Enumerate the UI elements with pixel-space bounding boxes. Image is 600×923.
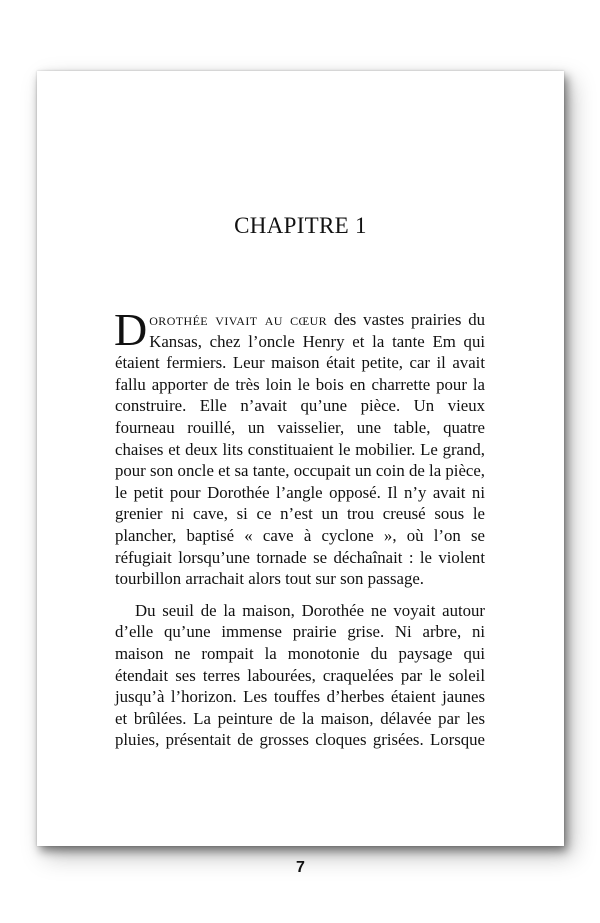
- body-text: [114, 304, 486, 751]
- page-number: 7: [296, 859, 305, 876]
- paragraph-1: [114, 304, 486, 590]
- opening-small-caps: orothée vivait au cœur: [149, 310, 328, 329]
- drop-cap: D: [114, 304, 148, 355]
- paragraph-2: Du seuil de la maison, Dorothée ne voyait autour d’elle qu’une immense prairie grise. Ni arbre, ni maison ne rompait la monotonie du paysage qui étendait ses terres labourées, craquelées par le soleil jusqu’à l’horizon. Les touffes d’herbes étaient jaunes et brûlées. La peinture de la maison, délavée par les pluies, présentait de grosses cloques grisées. Lorsque: [115, 600, 485, 750]
- paragraph-1-text: des vastes prairies du Kansas, chez l’oncle Henry et la tante Em qui étaient fermiers. Leur maison était petite, car il avait fallu apporter de très loin le bois en charrette pour la construire. Elle n’avait qu’une pièce. Un vieux fourneau rouillé, un vaisselier, une table, quatre chaises et deux lits constituaient le mobilier. Le grand, pour son oncle et sa tante, occupait un coin de la pièce, le petit pour Dorothée l’angle opposé. Il n’y avait ni grenier ni cave, si ce n’est un trou creusé sous le plancher, baptisé « cave à cyclone », où l’on se réfugiait lorsqu’une tornade se déchaînait : le violent tourbillon arrachait alors tout sur son passage.: [115, 310, 486, 589]
- book-page: [37, 71, 564, 876]
- chapter-title: CHAPITRE 1: [234, 213, 367, 238]
